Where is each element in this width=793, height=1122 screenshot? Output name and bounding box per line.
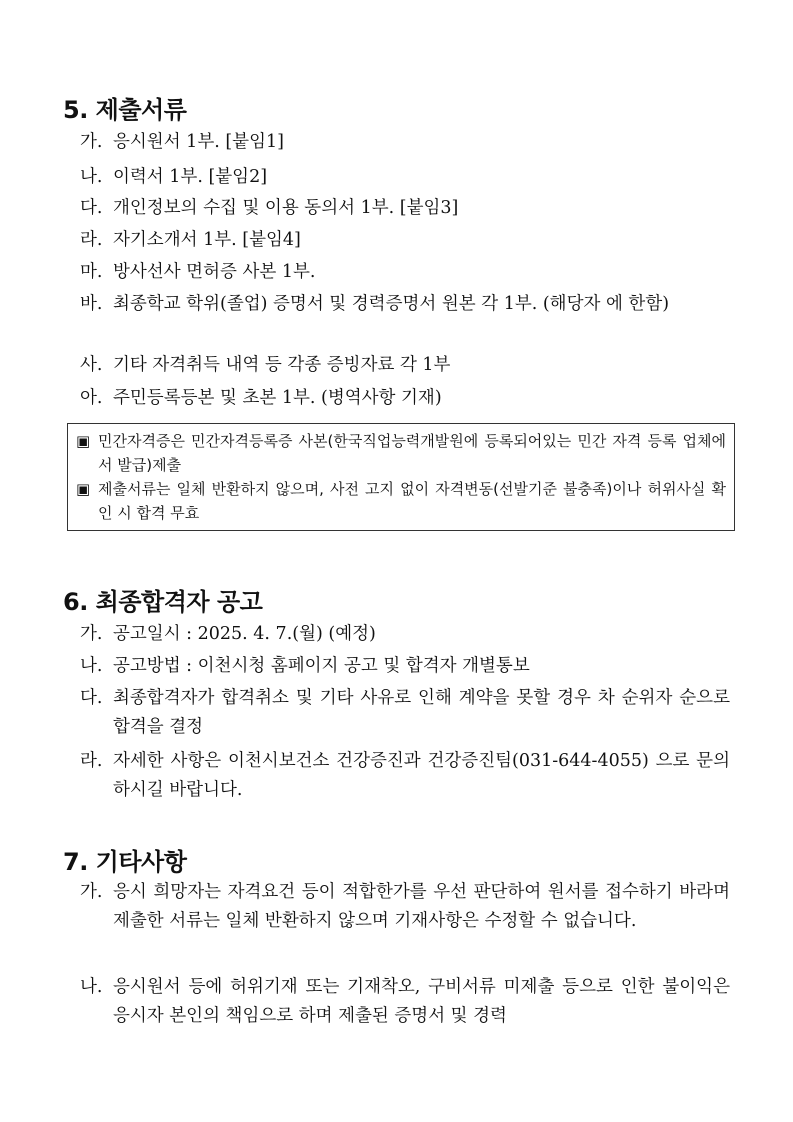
item-text: 개인정보의 수집 및 이용 동의서 1부. [붙임3] [113, 198, 459, 218]
item-marker: 가. [80, 624, 103, 644]
item-marker: 라. [80, 751, 103, 771]
item-marker: 나. [80, 656, 103, 676]
item-marker: 나. [80, 977, 103, 997]
item-marker: 라. [80, 230, 103, 250]
notice-text: 민간자격증은 민간자격등록증 사본(한국직업능력개발원에 등록되어있는 민간 자격 등록 업체에서 발급)제출 [98, 432, 726, 474]
item-text: 공고방법 : 이천시청 홈페이지 공고 및 합격자 개별통보 [113, 656, 530, 676]
item-text: 공고일시 : 2025. 4. 7.(월) (예정) [113, 624, 376, 644]
item-text: 응시원서 1부. [붙임1] [113, 132, 284, 152]
section-7-item-na [80, 973, 730, 1031]
section-5-item-a [80, 384, 730, 413]
item-text: 방사선사 면허증 사본 1부. [113, 262, 316, 282]
item-marker: 가. [80, 882, 103, 902]
section-5-item-ba [80, 290, 730, 319]
item-marker: 나. [80, 167, 103, 187]
section-6-item-da [80, 684, 730, 742]
item-text: 자기소개서 1부. [붙임4] [113, 230, 301, 250]
section-6-item-na [80, 652, 730, 681]
item-text: 주민등록등본 및 초본 1부. (병역사항 기재) [113, 388, 442, 408]
item-marker: 아. [80, 388, 103, 408]
section-5-item-na [80, 163, 730, 192]
item-text: 이력서 1부. [붙임2] [113, 167, 268, 187]
section-7-title: 7. 기타사항 [63, 848, 187, 876]
item-text: 최종학교 학위(졸업) 증명서 및 경력증명서 원본 각 1부. (해당자 에 한함) [113, 294, 670, 314]
item-marker: 사. [80, 355, 103, 375]
notice-item [76, 477, 726, 525]
section-6-title: 6. 최종합격자 공고 [63, 588, 263, 616]
section-5-title: 5. 제출서류 [63, 96, 187, 124]
section-6-item-ra [80, 747, 730, 805]
notice-box [67, 423, 735, 531]
item-marker: 가. [80, 132, 103, 152]
section-7-item-ga [80, 878, 730, 936]
item-text: 응시 희망자는 자격요건 등이 적합한가를 우선 판단하여 원서를 접수하기 바라며 제출한 서류는 일체 반환하지 않으며 기재사항은 수정할 수 없습니다. [113, 882, 730, 931]
item-marker: 다. [80, 198, 103, 218]
section-5-item-ga [80, 128, 730, 157]
item-marker: 바. [80, 294, 103, 314]
item-marker: 마. [80, 262, 103, 282]
section-6-item-ga [80, 620, 730, 649]
square-bullet-icon: ▣ [76, 432, 91, 450]
notice-item [76, 429, 726, 477]
notice-text: 제출서류는 일체 반환하지 않으며, 사전 고지 없이 자격변동(선발기준 불충족)이나 허위사실 확인 시 합격 무효 [98, 480, 726, 522]
item-text: 기타 자격취득 내역 등 각종 증빙자료 각 1부 [113, 355, 451, 375]
item-text: 응시원서 등에 허위기재 또는 기재착오, 구비서류 미제출 등으로 인한 불이익은 응시자 본인의 책임으로 하며 제출된 증명서 및 경력 [113, 977, 730, 1026]
square-bullet-icon: ▣ [76, 480, 91, 498]
section-5-item-da [80, 194, 730, 223]
section-5-item-ra [80, 226, 730, 255]
item-text: 최종합격자가 합격취소 및 기타 사유로 인해 계약을 못할 경우 차 순위자 순으로 합격을 결정 [113, 688, 730, 737]
item-marker: 다. [80, 688, 103, 708]
section-5-item-ma [80, 258, 730, 287]
section-5-item-sa [80, 351, 730, 380]
item-text: 자세한 사항은 이천시보건소 건강증진과 건강증진팀(031-644-4055) 으로 문의하시길 바랍니다. [113, 751, 730, 800]
